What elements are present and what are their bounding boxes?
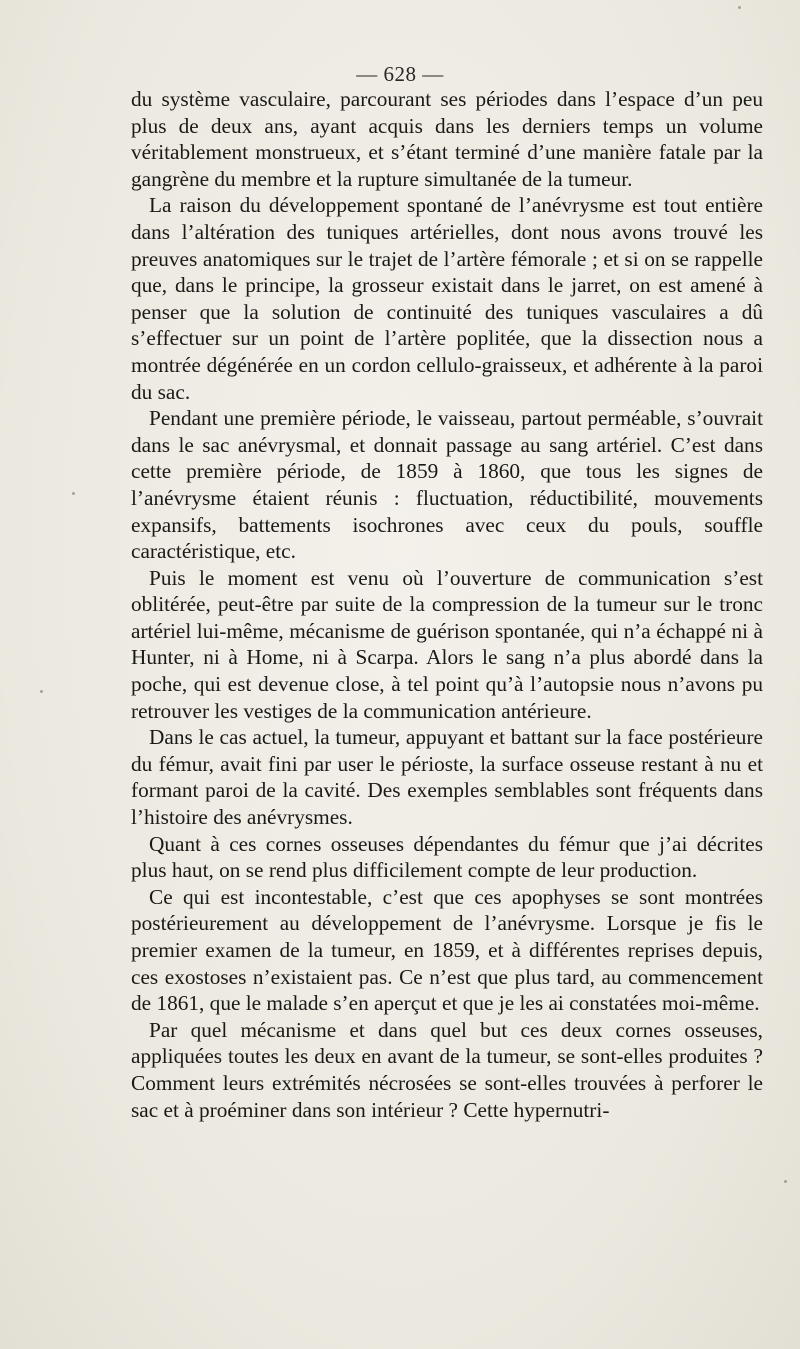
paragraph-8: Par quel mécanisme et dans quel but ces deux cornes osseuses, appliquées toutes les deux en avant de la tumeur, se sont-elles produites ? Comment leurs extrémités nécrosées se sont-elles trouvées à perforer le sac et à proéminer dans son intérieur ? Cette hypernutri- (131, 1017, 763, 1122)
page-number: — 628 — (356, 62, 444, 86)
body-text (131, 86, 763, 1123)
paragraph-4: Puis le moment est venu où l’ouverture de communication s’est oblitérée, peut-être par suite de la compression de la tumeur sur le tronc artériel lui-même, mécanisme de guérison spontanée, qui n’a échappé ni à Hunter, ni à Home, ni à Scarpa. Alors le sang n’a plus abordé dans la poche, qui est devenue close, à tel point qu’à l’autopsie nous n’avons pu retrouver les vestiges de la communication antérieure. (131, 565, 763, 723)
paragraph-1: du système vasculaire, parcourant ses périodes dans l’espace d’un peu plus de deux ans, ayant acquis dans les derniers temps un volume véritablement monstrueux, et s’étant terminé d’une manière fatale par la gangrène du membre et la rupture simultanée de la tumeur. (131, 87, 763, 191)
paper-speck (40, 690, 43, 693)
paragraph-3: Pendant une première période, le vaisseau, partout perméable, s’ouvrait dans le sac anévrysmal, et donnait passage au sang artériel. C’est dans cette première période, de 1859 à 1860, que tous les signes de l’anévrysme étaient réunis : fluctuation, réductibilité, mouvements expansifs, battements isochrones avec ceux du pouls, souffle caractéristique, etc. (131, 406, 763, 564)
paper-speck (738, 6, 741, 9)
paragraph-5: Dans le cas actuel, la tumeur, appuyant et battant sur la face postérieure du fémur, avait fini par user le périoste, la surface osseuse restant à nu et formant paroi de la cavité. Des exemples semblables sont fréquents dans l’histoire des anévrysmes. (131, 725, 763, 830)
paragraph-7: Ce qui est incontestable, c’est que ces apophyses se sont montrées postérieurement au développement de l’anévrysme. Lorsque je fis le premier examen de la tumeur, en 1859, et à différentes reprises depuis, ces exostoses n’existaient pas. Ce n’est que plus tard, au commencement de 1861, que le malade s’en aperçut et que je les ai constatées moi-même. (131, 884, 763, 1016)
paragraph-6: Quant à ces cornes osseuses dépendantes du fémur que j’ai décrites plus haut, on se rend plus difficilement compte de leur production. (131, 831, 763, 883)
paragraph-2: La raison du développement spontané de l’anévrysme est tout entière dans l’altération des tuniques artérielles, dont nous avons trouvé les preuves anatomiques sur le trajet de l’artère fémorale ; et si on se rappelle que, dans le principe, la grosseur existait dans le jarret, on est amené à penser que la solution de continuité des tuniques vasculaires a dû s’effectuer sur un point de l’artère poplitée, que la dissection nous a montrée dégénérée en un cordon cellulo-graisseux, et adhérente à la paroi du sac. (131, 193, 763, 404)
paper-speck (784, 1180, 787, 1183)
paper-speck (72, 492, 75, 495)
